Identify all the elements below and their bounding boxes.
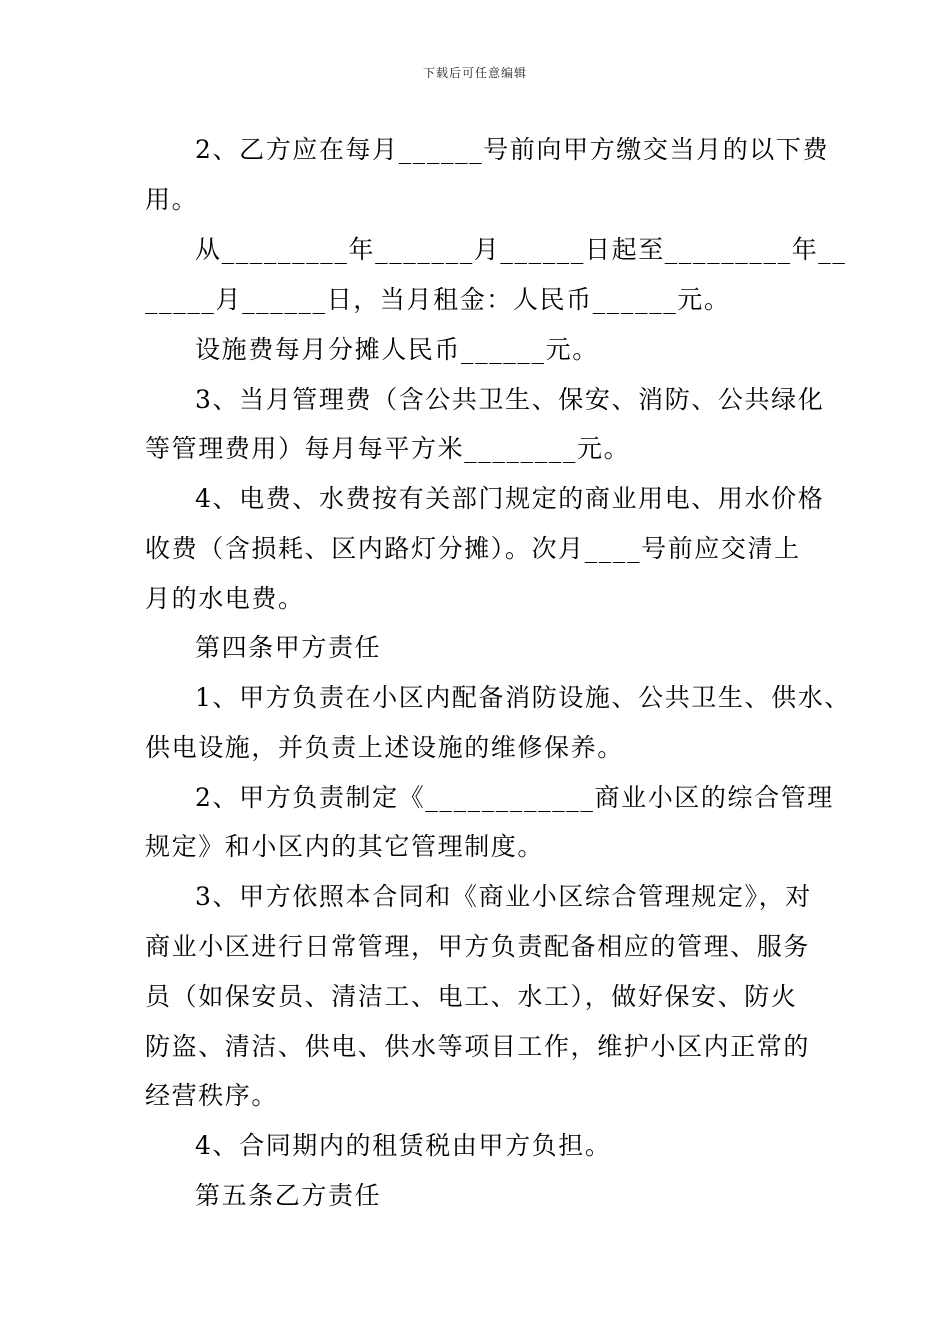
text-line: 4、合同期内的租赁税由甲方负担。: [195, 1131, 612, 1160]
text-line: 从_________年_______月______日起至_________年__: [195, 235, 847, 264]
text-line: 规定》和小区内的其它管理制度。: [145, 832, 545, 861]
text-line: 设施费每月分摊人民币______元。: [195, 335, 599, 364]
text-line: 收费（含损耗、区内路灯分摊）。次月____号前应交清上: [145, 534, 801, 563]
text-line: 用。: [145, 185, 199, 214]
text-line: 2、甲方负责制定《____________商业小区的综合管理: [195, 783, 834, 812]
text-line: 月的水电费。: [145, 584, 305, 613]
text-line: 员（如保安员、清洁工、电工、水工），做好保安、防火: [145, 982, 798, 1011]
text-line: 防盗、清洁、供电、供水等项目工作，维护小区内正常的: [145, 1032, 811, 1061]
text-line: 2、乙方应在每月______号前向甲方缴交当月的以下费: [195, 135, 830, 164]
section-heading: 第五条乙方责任: [195, 1181, 382, 1210]
text-line: 等管理费用）每月每平方米________元。: [145, 434, 631, 463]
text-line: 4、电费、水费按有关部门规定的商业用电、用水价格: [195, 484, 825, 513]
text-line: 3、甲方依照本合同和《商业小区综合管理规定》，对: [195, 882, 812, 911]
text-line: 商业小区进行日常管理，甲方负责配备相应的管理、服务: [145, 932, 811, 961]
page-header: 下载后可任意编辑: [422, 66, 527, 80]
text-line: 3、当月管理费（含公共卫生、保安、消防、公共绿化: [195, 385, 825, 414]
text-line: _____月______日，当月租金：人民币______元。: [145, 285, 731, 314]
text-line: 经营秩序。: [145, 1081, 279, 1110]
text-line: 供电设施，并负责上述设施的维修保养。: [145, 733, 624, 762]
section-heading: 第四条甲方责任: [195, 633, 382, 662]
text-line: 1、甲方负责在小区内配备消防设施、公共卫生、供水、: [195, 683, 851, 712]
